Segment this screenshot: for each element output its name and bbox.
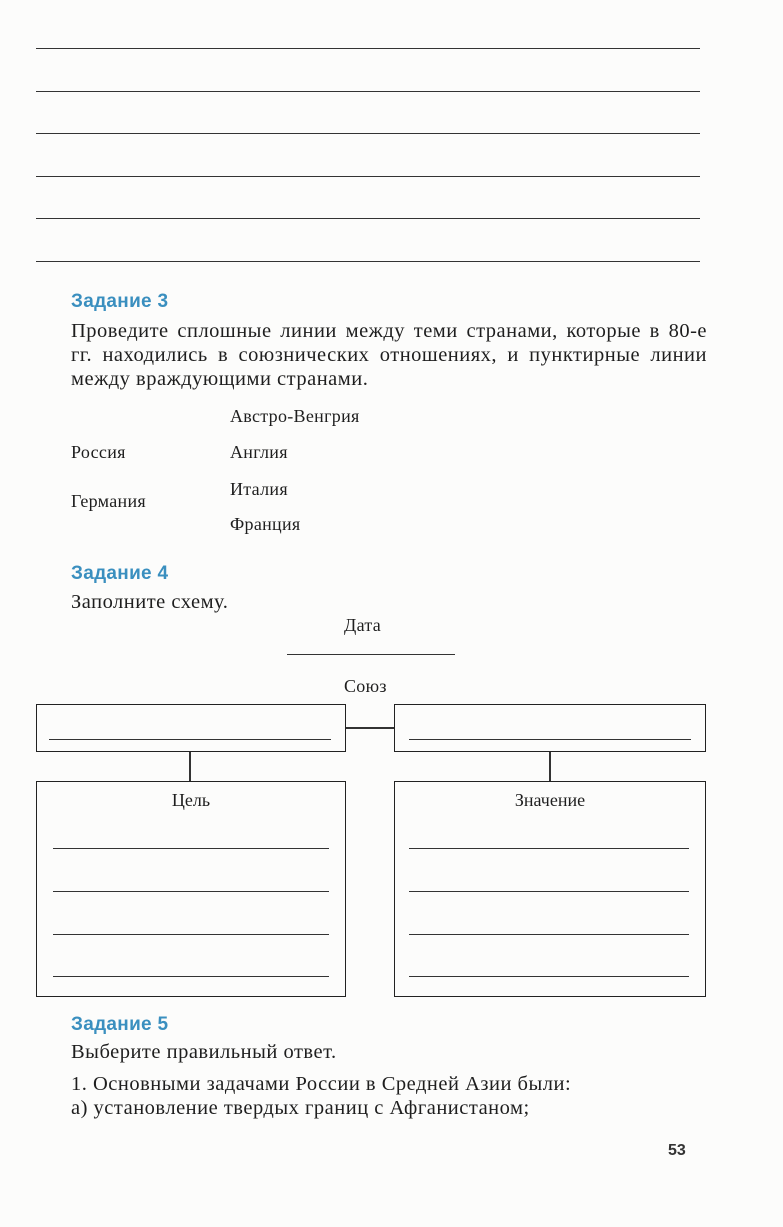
answer-line[interactable]: [36, 176, 700, 177]
answer-line[interactable]: [36, 48, 700, 49]
task5-title: Задание 5: [71, 1014, 169, 1035]
task5-question: 1. Основными задачами России в Средней Азии были:: [71, 1073, 572, 1095]
date-label: Дата: [344, 615, 382, 635]
country-austria-hungary[interactable]: Австро-Венгрия: [230, 406, 360, 426]
task3-title: Задание 3: [71, 291, 169, 312]
task5-instruction: Выберите правильный ответ.: [71, 1041, 337, 1063]
answer-line[interactable]: [409, 891, 689, 892]
goal-box[interactable]: [36, 781, 346, 997]
alliance-box-left[interactable]: [36, 704, 346, 752]
answer-line[interactable]: [49, 739, 331, 740]
task5-option-a[interactable]: а) установление твердых границ с Афганистаном;: [71, 1097, 530, 1119]
answer-line[interactable]: [409, 934, 689, 935]
country-italy[interactable]: Италия: [230, 479, 288, 499]
answer-line[interactable]: [53, 976, 329, 977]
meaning-label: Значение: [514, 790, 586, 810]
answer-line[interactable]: [53, 848, 329, 849]
task4-title: Задание 4: [71, 563, 169, 584]
answer-line[interactable]: [409, 848, 689, 849]
answer-line[interactable]: [53, 934, 329, 935]
alliance-box-right[interactable]: [394, 704, 706, 752]
task3-text: Проведите сплошные линии между теми странами, которые в 80-е гг. находились в союзнических отношениях, и пунктирные линии между враждующими странами.: [71, 320, 707, 390]
date-answer-line[interactable]: [287, 654, 455, 655]
answer-line[interactable]: [36, 218, 700, 219]
alliance-label: Союз: [344, 676, 387, 696]
country-france[interactable]: Франция: [230, 514, 301, 534]
answer-line[interactable]: [36, 261, 700, 262]
country-germany[interactable]: Германия: [71, 491, 146, 511]
answer-line[interactable]: [36, 133, 700, 134]
answer-line[interactable]: [53, 891, 329, 892]
answer-line[interactable]: [409, 739, 691, 740]
country-russia[interactable]: Россия: [71, 442, 126, 462]
answer-line[interactable]: [409, 976, 689, 977]
meaning-box[interactable]: [394, 781, 706, 997]
page-number: 53: [668, 1142, 686, 1159]
connector-left: [189, 752, 191, 782]
country-england[interactable]: Англия: [230, 442, 288, 462]
connector-right: [549, 752, 551, 782]
answer-line[interactable]: [36, 91, 700, 92]
goal-label: Цель: [171, 790, 211, 810]
connector-horizontal: [346, 727, 394, 729]
task4-instruction: Заполните схему.: [71, 591, 229, 613]
